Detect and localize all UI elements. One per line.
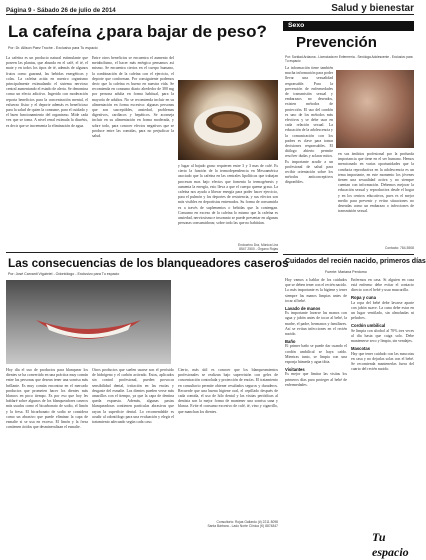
coffee-cup-photo xyxy=(178,80,278,160)
article-byline: Por: Soridad Ardaona - Licenciada en Enfermería - Sexóloga Adolescente - Exclusivo para Tu espacio xyxy=(285,55,413,63)
article-credit: Consultorio: Rojas Gallardo (#) 2211 8098 Santa Bárbara - Lado Norte Clínica (K) 8874847 xyxy=(207,520,278,528)
article-paragraph: Se limpia con alcohol al 70% tres veces al día hasta que caiga solo. Debe mantenerse seco y limpio, sin vendajes. xyxy=(351,328,414,344)
article-body-col: La información tiene también mucha información para poder llevar una sexualidad responsable. Para la prevención de enfermedades de transmisión sexual y embarazos no deseados, existen métodos de protección. El uso del condón es uno de los métodos más efectivos y se debe usar en cada relación sexual. La educación de la adolescencia y la comunicación con los padres es clave para tomar decisiones responsables. El diálogo abierto permite resolver dudas y aclarar mitos. Es importante acudir a un profesional de salud para recibir orientación sobre los métodos anticonceptivos disponibles. xyxy=(285,66,333,185)
article-byline: Por: José Carvanti Vigubriel - Odontólogo - Exclusivo para Tu espacio xyxy=(8,272,120,276)
article-byline: Fuente: Mariana Perdomo xyxy=(325,270,367,274)
article-body-col: Cierto, más útil es conocer que los blanqueamientos profesionales se realizan bajo supervisión con geles de concentración controlada y protección de encías. El tratamiento en consultorio permite obtener resultados seguros y duraderos. Recuerde que una buena higiene oral, el cepillado después de cada comida, el uso de hilo dental y las visitas periódicas al dentista son la mejor forma de mantener una sonrisa sana y blanca. Evite el consumo excesivo de café, té, vino y cigarrillo, que manchan los dientes. xyxy=(178,368,278,414)
article-title: La cafeína ¿para bajar de peso? xyxy=(8,22,267,41)
article-paragraph: El primer baño se puede dar cuando el cordón umbilical se haya caído. Mientras tanto, se limpia con una esponja húmeda y agua tibia. xyxy=(285,344,347,365)
article-credit: Contacto: 784-5508 xyxy=(385,246,414,250)
article-title: Cuidados del recién nacido, primeros días xyxy=(285,258,426,265)
article-paragraph: Hoy vamos a hablar de los cuidados que se deben tener con el recién nacido. Lo más importante es la higiene y tener siempre las manos limpias antes de tocar al bebé. xyxy=(285,278,348,303)
publication-logo: Tu espacio xyxy=(372,530,409,559)
divider xyxy=(283,254,414,255)
article-subheading: Lavado de manos xyxy=(285,305,321,311)
divider xyxy=(6,252,278,253)
article-body-col: y lugar al bajado graso requieren entre 3 y 3 mas de café. Es cierto la función de la termodependencia en Mesoamérica asociado que la cafeína en las centrales lipolíticas que trabajan procesan mas bajo efectos que fomenta la termogénesis y aumenta la energía, esto lleva a que el cuerpo queme grasa. La cafeína nos ayuda a liberar energía para poder hacer ejercicio, para el pulmón y los deportes de resistencia, y sus efectos son más visibles en deportistas entrenados. Su forma de consumirla es a través de suplementos o bebidas que la contengan. Consumo en exceso de la cafeína lo mismo que la cafeína es ansiedad, nerviosismo e insomnio se puede presentar en algunas personas consumidoras; sobre todo las que no habitúan. xyxy=(178,164,278,226)
article-subheading: Ropa y cuna xyxy=(351,295,376,301)
article-title: Prevención xyxy=(296,34,377,51)
couple-photo xyxy=(336,70,414,148)
section-band: Sexo xyxy=(283,21,414,31)
article-body-col: La cafeína es un producto natural estimulante que poseen las plantas, que abunda en el café, el té, el mate y en todos los tipos de té, además de algunos frutos como guaraná, las bebidas energéticas y colas. La cafeína actúa en nuestro organismo principalmente estimulando el sistema nervioso central aumentando el estado de alerta. Se denomina como un efecto adictivo. Ingerido con moderación reporta beneficios para la concentración mental, el esfuerzo físico y el deporte además es beneficioso para la salud de quien la consume, para el cuidado y el buen funcionamiento del organismo. Mide cada vez que se toma. A nivel renal estimula la diurésis, es decir que se incrementa la eliminación de agua. xyxy=(6,56,88,128)
article-byline: Por: Dr. Allison Paez Troche - Exclusivo para Tu espacio xyxy=(8,46,98,50)
smile-icon xyxy=(6,280,171,364)
coffee-cup-icon xyxy=(178,80,278,160)
article-body-col xyxy=(285,278,347,528)
article-body-col: Hoy día el uso de productos para blanquear los dientes se ha convertido en una práctica muy común entre las personas que desean tener una sonrisa más brillante. Es muy común encontrar en el mercado productos que prometen hacer los dientes más blancos en poco tiempo. Es por eso que hoy les hablaré sobre algunos de los blanqueadores caseros más usados como el bicarbonato de sodio, el limón y la fresa. El bicarbonato de sodio se considera como un abrasivo que puede eliminar la capa de esmalte si se usa en exceso. El limón y la fresa contienen ácidos que desmineralizan el esmalte. xyxy=(6,368,88,430)
article-body-col: Otros productos que suelen usarse son el peróxido de hidrógeno y el carbón activado. Estos, aplicados sin control profesional, pueden provocar sensibilidad dental, irritación en las encías y desgaste del esmalte. Los dientes pueden verse más amarillos con el tiempo, ya que la capa de dentina queda expuesta. Además, algunas pastas blanqueadoras contienen partículas abrasivas que rayan la superficie dental. Lo recomendable es acudir al odontólogo para una evaluación y elegir el tratamiento adecuado según cada caso. xyxy=(92,368,174,425)
teeth-photo xyxy=(6,280,171,364)
article-title: Las consecuencias de los blanqueadores caseros xyxy=(8,256,289,270)
article-paragraph: La ropa del bebé debe lavarse aparte con jabón suave. La cuna debe estar en un lugar ventilado, sin almohadas ni peluches. xyxy=(351,300,414,321)
article-paragraph: Hay que tener cuidado con las mascotas en casa y no dejarlas solas con el bebé. Se recomienda mantenerlas fuera del cuarto del recién nacido. xyxy=(351,351,414,372)
page-header xyxy=(6,2,414,15)
article-subheading: Baño xyxy=(285,338,296,344)
article-paragraph: Enfermos en casa. Si alguien en casa está enfermo debe evitar el contacto directo con el bebé y usar mascarilla. xyxy=(351,278,414,293)
article-body-col xyxy=(351,278,414,528)
article-paragraph: Es importante lavarse las manos con agua y jabón antes de tocar al bebé, la madre, el padre, hermanos y familiares. Así se evitan infecciones en el recién nacido. xyxy=(285,311,347,337)
article-subheading: Cordón umbilical xyxy=(351,323,386,329)
article-subheading: Visitantes xyxy=(285,366,305,372)
article-body-col: Entre otros beneficios se encuentra el aumento del metabolismo, el hacer más enérgica pensamos así mismo. Se encuentra ciertos en el cuerpo humano, la combinación de la cafeína con el ejercicio, el deporte que conforman. Por consiguiente podemos decir que la cafeína es bueno en nuestra vida. Se recomienda en consumo diario alrededor de 300 mg por persona adulta en forma habitual, para la mayoría de adultos. No se recomienda incluir en su alimentación en forma excesiva: algunas personas que son susceptibles, ansiedad, problemas digestivos, cardíacos y hepáticos. Se aconseja incluir en su alimentación en forma moderada, y sobre todo, para conocer efectos negativos que se produce entre las comidas, para no perjudicar la salud. xyxy=(92,56,174,139)
article-paragraph: Es mejor que limitar las visitas los primeros días para proteger al bebé de enfermedades. xyxy=(285,372,347,387)
article-credit: Endocrino Dra. Mónica Lira 8547 2500 - Órgano Rojas xyxy=(238,243,278,251)
page-date: Página 9 - Sábado 26 de julio de 2014 xyxy=(6,7,116,14)
section-title: Salud y bienestar xyxy=(331,3,414,14)
article-body-col: en sus ámbitos profesional por la profunda importancia que tiene en el ser humano. Hemos mencionado en varias oportunidades que la conducta reproductiva en la adolescencia es un tema importante, en este momento los jóvenes tienen una sexualidad activa y no siempre cuentan con información. Debemos mejorar la educación sexual y reproductiva desde el hogar y en los centros educativos, pues es el mejor medio para prevenir y evitar situaciones no deseadas como un embarazo o infecciones de transmisión sexual. xyxy=(338,152,414,214)
article-subheading: Mascotas xyxy=(351,345,371,351)
